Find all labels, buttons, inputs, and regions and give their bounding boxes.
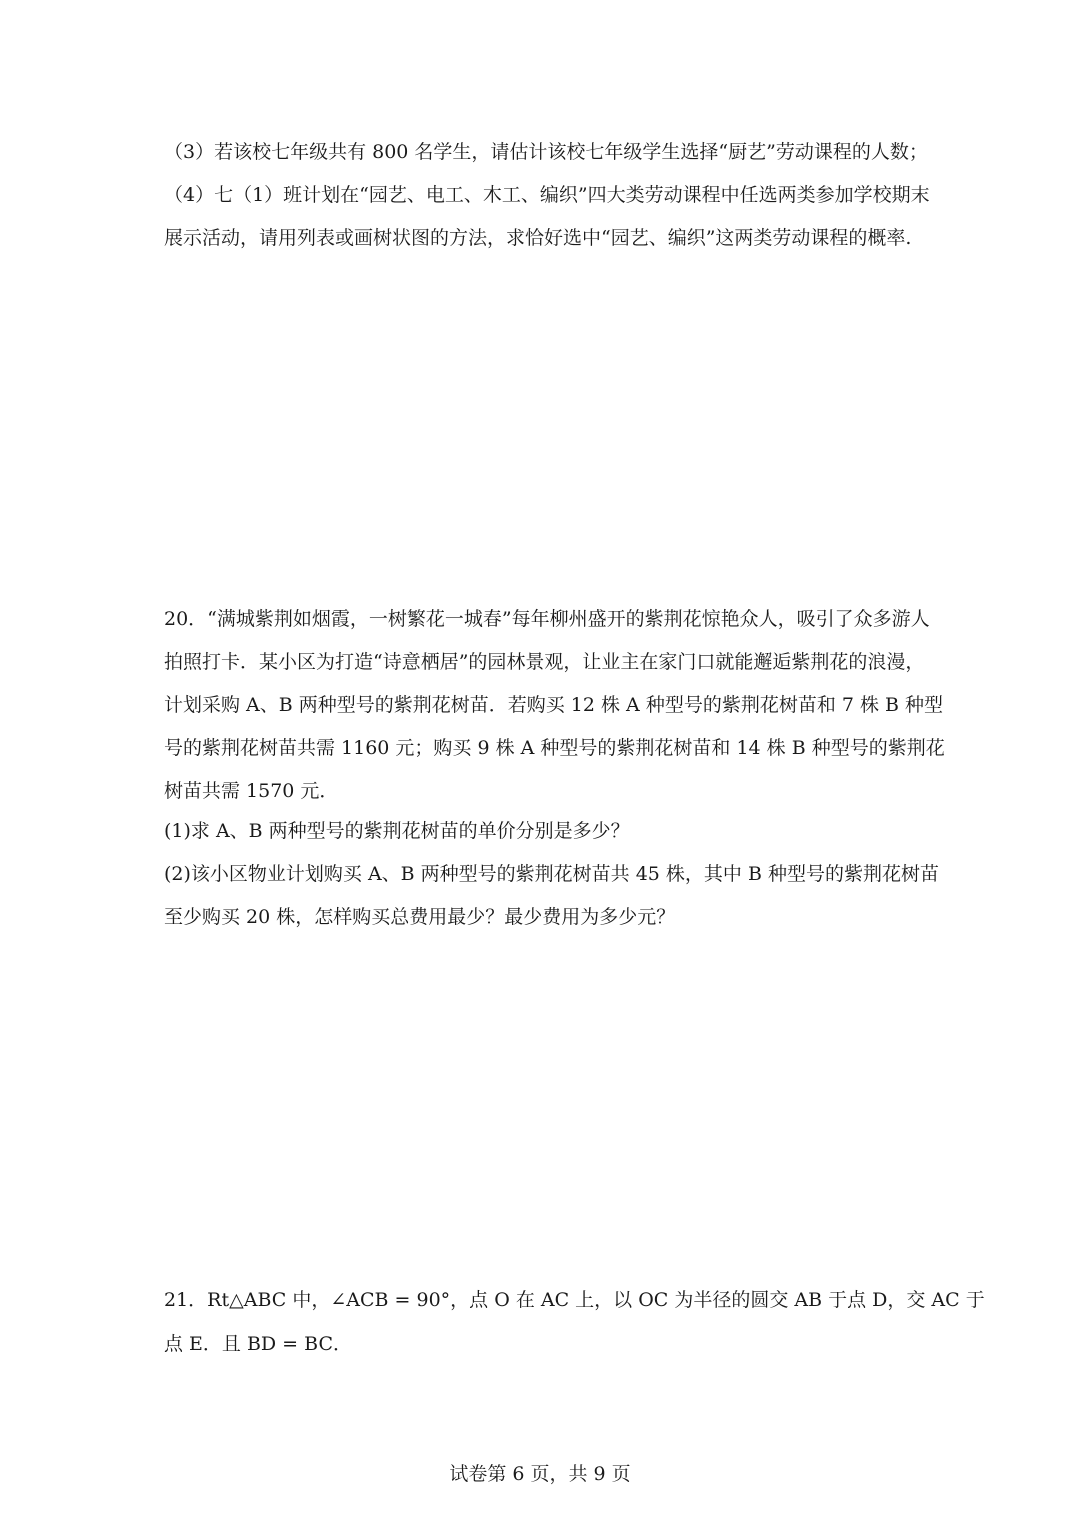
- q19-part4-line2: 展示活动，请用列表或画树状图的方法，求恰好选中“园艺、编织”这两类劳动课程的概率.: [164, 227, 912, 249]
- q20-sub2-line1: (2)该小区物业计划购买 A、B 两种型号的紫荆花树苗共 45 株，其中 B 种型号的紫荆花树苗: [164, 863, 939, 885]
- q20-sub2-line2: 至少购买 20 株，怎样购买总费用最少？最少费用为多少元？: [164, 906, 676, 928]
- q20-line5: 树苗共需 1570 元．: [164, 780, 339, 802]
- q20-line2: 拍照打卡．某小区为打造“诗意栖居”的园林景观，让业主在家门口就能邂逅紫荆花的浪漫，: [164, 651, 925, 673]
- q19-part3: （3）若该校七年级共有 800 名学生，请估计该校七年级学生选择“厨艺”劳动课程的人数；: [164, 141, 928, 163]
- q20-line1: 20．“满城紫荆如烟霞，一树繁花一城春”每年柳州盛开的紫荆花惊艳众人，吸引了众多游人: [164, 608, 930, 630]
- q20-line3: 计划采购 A、B 两种型号的紫荆花树苗．若购买 12 株 A 种型号的紫荆花树苗和 7 株 B 种型: [164, 694, 944, 716]
- q20-line4: 号的紫荆花树苗共需 1160 元；购买 9 株 A 种型号的紫荆花树苗和 14 株 B 种型号的紫荆花: [164, 737, 945, 759]
- q21-line2: 点 E．且 BD = BC．: [164, 1333, 352, 1355]
- q21-line1: 21．Rt△ABC 中，∠ACB = 90°，点 O 在 AC 上，以 OC 为半径的圆交 AB 于点 D，交 AC 于: [164, 1289, 985, 1311]
- page-footer: 试卷第 6 页，共 9 页: [449, 1463, 631, 1485]
- q19-part4-line1: （4）七（1）班计划在“园艺、电工、木工、编织”四大类劳动课程中任选两类参加学校期末: [164, 184, 930, 206]
- q20-sub1: (1)求 A、B 两种型号的紫荆花树苗的单价分别是多少？: [164, 820, 630, 842]
